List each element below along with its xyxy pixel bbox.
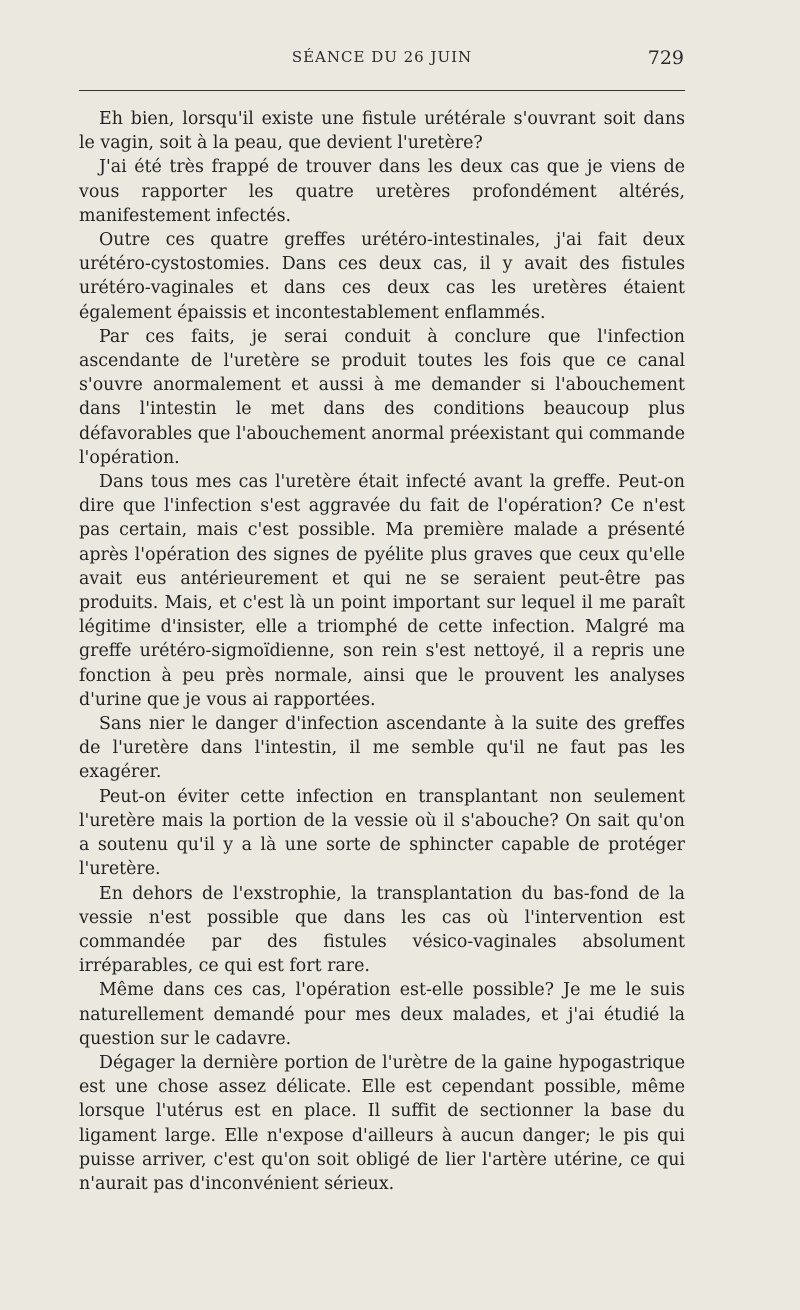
paragraph: Dans tous mes cas l'uretère était infecté avant la greffe. Peut-on dire que l'infection s'est aggravée du fait de l'opération? Ce n'est pas certain, mais c'est possible. Ma première malade a présenté après l'opération des signes de pyélite plus graves que ceux qu'elle avait eus antérieurement et qui ne se seraient peut-être pas produits. Mais, et c'est là un point important sur lequel il me paraît légitime d'insister, elle a triomphé de cette infection. Malgré ma greffe urétéro-sigmoïdienne, son rein s'est nettoyé, il a repris une fonction à peu près normale, ainsi que le prouvent les analyses d'urine que je vous ai rapportées. (79, 472, 685, 710)
paragraph: Par ces faits, je serai conduit à conclure que l'infection ascendante de l'uretère se produit toutes les fois que ce canal s'ouvre anormalement et aussi à me demander si l'abouchement dans l'intestin le met dans des conditions beaucoup plus défavorables que l'abouchement anormal préexistant qui commande l'opération. (79, 326, 685, 468)
header-rule (79, 90, 685, 91)
paragraph: En dehors de l'exstrophie, la transplantation du bas-fond de la vessie n'est possible que dans les cas où l'intervention est commandée par des fistules vésico-vaginales absolument irréparables, ce qui est fort rare. (79, 883, 685, 977)
page-number: 729 (647, 47, 684, 69)
paragraph: Dégager la dernière portion de l'urètre de la gaine hypogastrique est une chose assez délicate. Elle est cependant possible, même lorsque l'utérus est en place. Il suffit de sectionner la base du ligament large. Elle n'expose d'ailleurs à aucun danger; le pis qui puisse arriver, c'est qu'on soit obligé de lier l'artère utérine, ce qui n'aurait pas d'inconvénient sérieux. (79, 1052, 685, 1194)
paragraph: Peut-on éviter cette infection en transplantant non seulement l'uretère mais la portion de la vessie où il s'abouche? On sait qu'on a soutenu qu'il y a là une sorte de sphincter capable de protéger l'uretère. (79, 786, 685, 880)
paragraph: Eh bien, lorsqu'il existe une fistule urétérale s'ouvrant soit dans le vagin, soit à la peau, que devient l'uretère? (79, 109, 685, 154)
paragraph: Outre ces quatre greffes urétéro-intestinales, j'ai fait deux urétéro-cystostomies. Dans ces deux cas, il y avait des fistules urétéro-vaginales et dans ces deux cas les uretères étaient également épaissis et incontestablement enflammés. (79, 230, 685, 323)
body-text (79, 107, 685, 1196)
page-header (80, 48, 684, 76)
paragraph: Même dans ces cas, l'opération est-elle possible? Je me le suis naturellement demandé pour mes deux malades, et j'ai étudié la question sur le cadavre. (79, 980, 685, 1049)
running-head: SÉANCE DU 26 JUIN (291, 48, 473, 66)
paragraph: Sans nier le danger d'infection ascendante à la suite des greffes de l'uretère dans l'intestin, il me semble qu'il ne faut pas les exagérer. (79, 714, 685, 783)
paragraph: J'ai été très frappé de trouver dans les deux cas que je viens de vous rapporter les quatre uretères profondément altérés, manifestement infectés. (79, 157, 685, 226)
